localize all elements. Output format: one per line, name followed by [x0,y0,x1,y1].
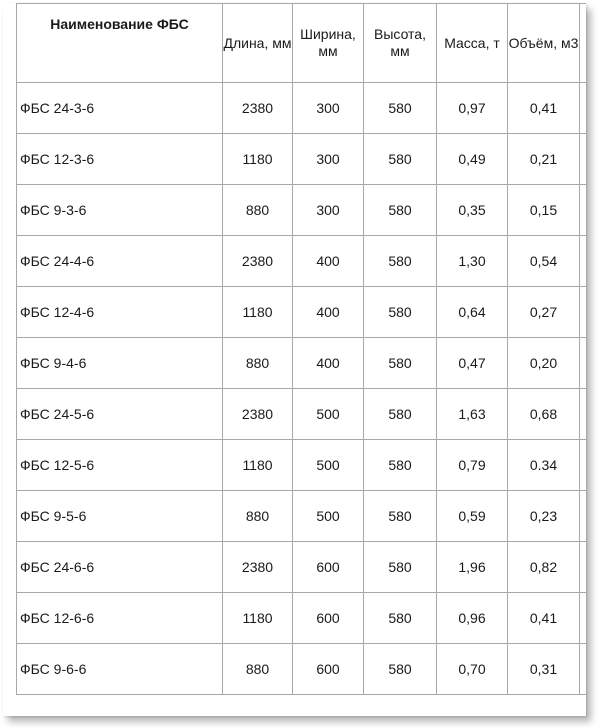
cell-volume: 0,21 [508,134,580,185]
cell-height: 580 [364,542,437,593]
cell-width: 300 [293,83,364,134]
cell-length: 880 [223,185,293,236]
cell-mass: 0,49 [437,134,508,185]
cell-mass: 0,64 [437,287,508,338]
cell-width: 400 [293,287,364,338]
cell-volume: 0,54 [508,236,580,287]
table-body [17,83,587,695]
cell-extra [580,338,587,389]
cell-length: 1180 [223,134,293,185]
cell-extra [580,593,587,644]
cell-extra [580,134,587,185]
cell-volume: 0,68 [508,389,580,440]
cell-height: 580 [364,440,437,491]
cell-extra [580,440,587,491]
cell-height: 580 [364,644,437,695]
cell-extra [580,644,587,695]
cell-height: 580 [364,134,437,185]
cell-name: ФБС 24-4-6 [17,236,223,287]
cell-height: 580 [364,83,437,134]
cell-mass: 1,63 [437,389,508,440]
cell-mass: 1,30 [437,236,508,287]
cell-mass: 0,35 [437,185,508,236]
table-row [17,440,587,491]
header-length: Длина, мм [223,4,293,83]
cell-width: 600 [293,644,364,695]
cell-name: ФБС 9-5-6 [17,491,223,542]
cell-height: 580 [364,185,437,236]
cell-name: ФБС 12-4-6 [17,287,223,338]
cell-extra [580,185,587,236]
cell-length: 880 [223,491,293,542]
cell-width: 500 [293,389,364,440]
cell-extra [580,389,587,440]
cell-width: 300 [293,185,364,236]
cell-name: ФБС 9-3-6 [17,185,223,236]
cell-name: ФБС 12-6-6 [17,593,223,644]
cell-mass: 0,59 [437,491,508,542]
table-frame [3,3,586,716]
cell-length: 1180 [223,593,293,644]
table-row [17,236,587,287]
cell-width: 500 [293,491,364,542]
cell-mass: 1,96 [437,542,508,593]
header-volume: Объём, м3 [508,4,580,83]
cell-width: 400 [293,338,364,389]
cell-volume: 0,41 [508,593,580,644]
table-row [17,593,587,644]
cell-volume: 0,27 [508,287,580,338]
cell-extra [580,542,587,593]
table-row [17,389,587,440]
header-name: Наименование ФБС [17,4,223,83]
cell-extra [580,83,587,134]
cell-name: ФБС 24-6-6 [17,542,223,593]
cell-name: ФБС 24-5-6 [17,389,223,440]
header-extra [580,4,587,83]
table-row [17,644,587,695]
cell-length: 880 [223,644,293,695]
cell-mass: 0,97 [437,83,508,134]
cell-name: ФБС 9-4-6 [17,338,223,389]
cell-extra [580,287,587,338]
cell-volume: 0,15 [508,185,580,236]
cell-volume: 0,20 [508,338,580,389]
cell-length: 2380 [223,83,293,134]
cell-extra [580,491,587,542]
cell-width: 600 [293,593,364,644]
cell-length: 1180 [223,287,293,338]
cell-height: 580 [364,287,437,338]
cell-mass: 0,47 [437,338,508,389]
table-row [17,134,587,185]
table-row [17,287,587,338]
cell-mass: 0,70 [437,644,508,695]
header-height: Высота, мм [364,4,437,83]
cell-name: ФБС 12-3-6 [17,134,223,185]
cell-height: 580 [364,593,437,644]
cell-width: 400 [293,236,364,287]
cell-name: ФБС 24-3-6 [17,83,223,134]
cell-width: 500 [293,440,364,491]
table-row [17,83,587,134]
cell-width: 600 [293,542,364,593]
header-mass: Масса, т [437,4,508,83]
cell-volume: 0,31 [508,644,580,695]
cell-length: 2380 [223,389,293,440]
table-row [17,491,587,542]
cell-height: 580 [364,236,437,287]
cell-volume: 0,23 [508,491,580,542]
cell-volume: 0,41 [508,83,580,134]
cell-length: 2380 [223,236,293,287]
cell-name: ФБС 9-6-6 [17,644,223,695]
cell-length: 1180 [223,440,293,491]
table-row [17,185,587,236]
cell-height: 580 [364,338,437,389]
cell-length: 880 [223,338,293,389]
header-width: Ширина, мм [293,4,364,83]
cell-mass: 0,79 [437,440,508,491]
cell-width: 300 [293,134,364,185]
fbs-blocks-table [16,3,586,695]
table-row [17,542,587,593]
cell-length: 2380 [223,542,293,593]
cell-name: ФБС 12-5-6 [17,440,223,491]
cell-volume: 0,82 [508,542,580,593]
cell-height: 580 [364,389,437,440]
table-row [17,338,587,389]
cell-extra [580,236,587,287]
table-header-row [17,4,587,83]
cell-mass: 0,96 [437,593,508,644]
cell-height: 580 [364,491,437,542]
cell-volume: 0.34 [508,440,580,491]
